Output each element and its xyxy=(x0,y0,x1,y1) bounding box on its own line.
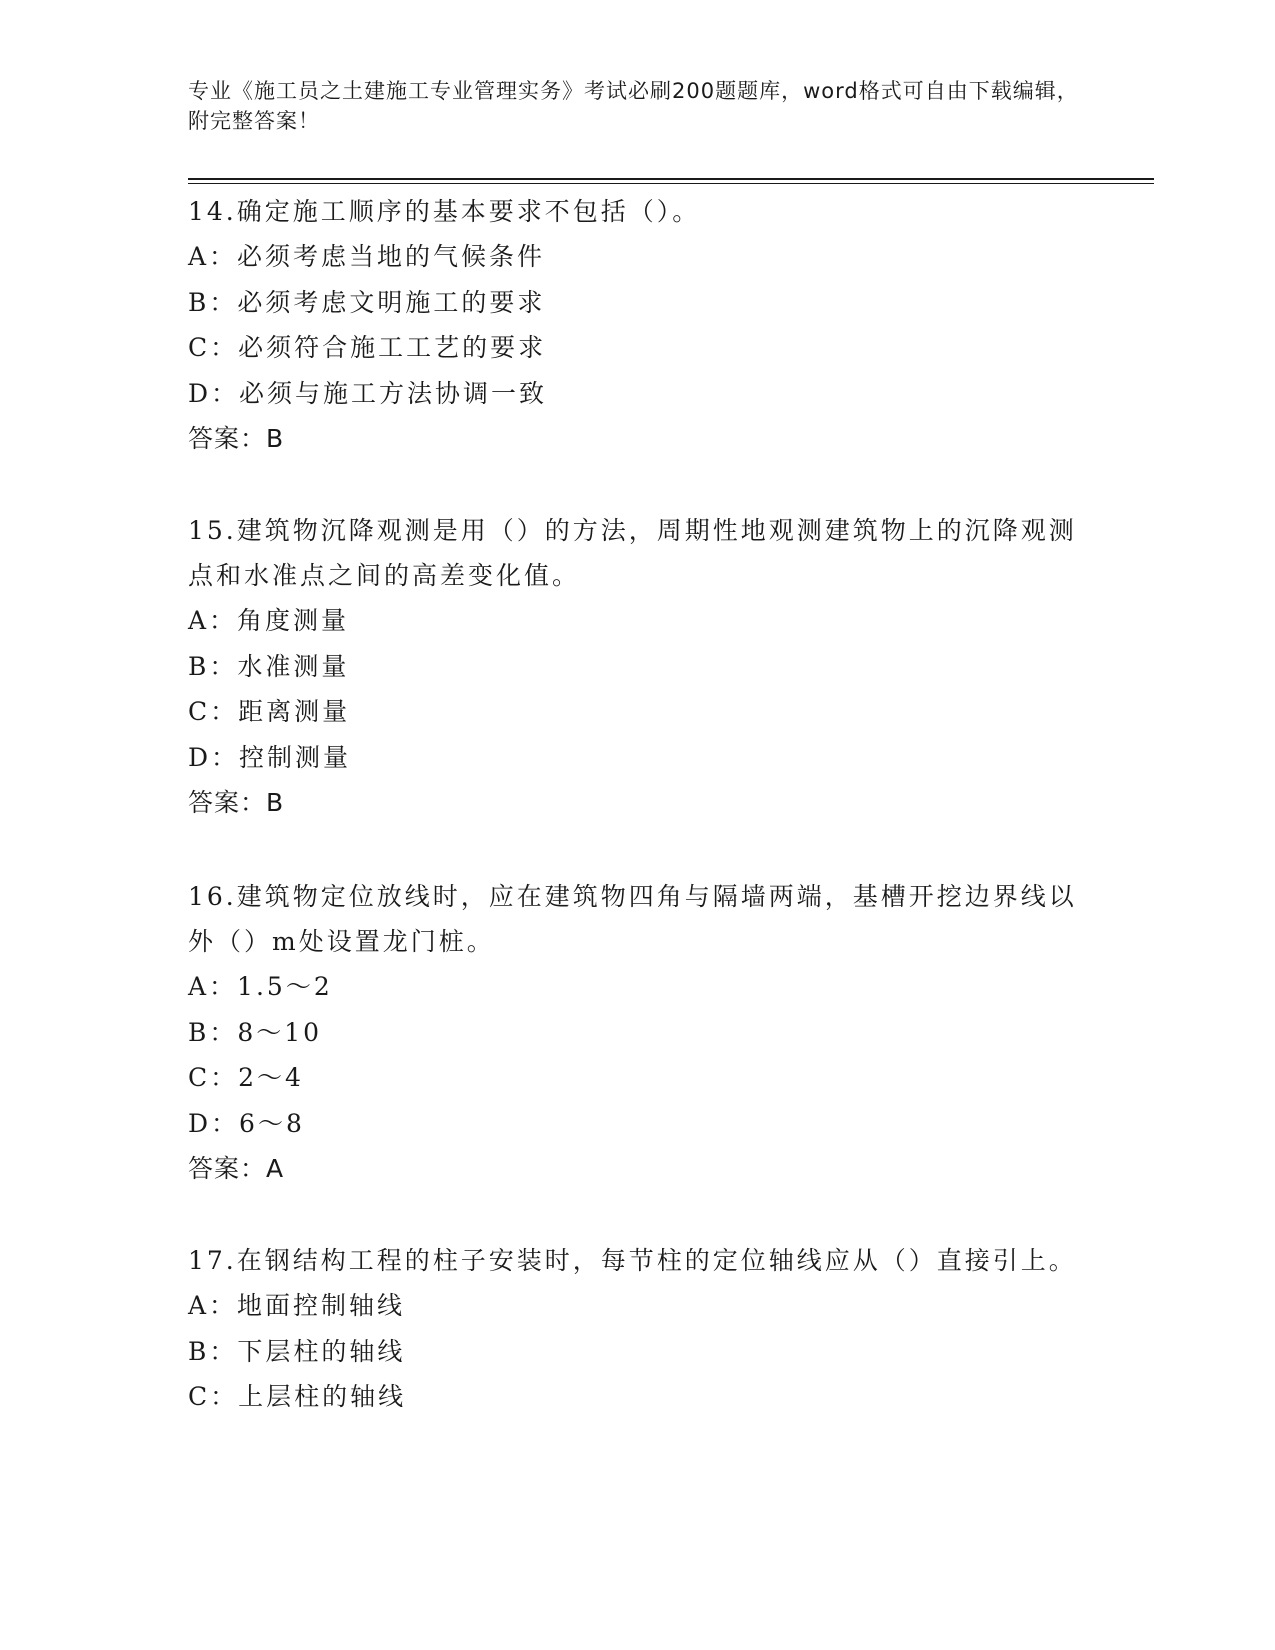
question-15 xyxy=(188,508,1088,826)
option-d: D：必须与施工方法协调一致 xyxy=(188,378,548,408)
option-d: D：控制测量 xyxy=(188,742,352,772)
option-d: D：6～8 xyxy=(188,1108,305,1138)
document-header: 专业《施工员之土建施工专业管理实务》考试必刷200题题库，word格式可自由下载编辑，附完整答案！ xyxy=(188,79,1079,133)
header-divider-thick xyxy=(188,178,1154,180)
header-divider-thin xyxy=(188,183,1154,184)
answer: 答案：A xyxy=(188,1154,285,1183)
question-stem: 14.确定施工顺序的基本要求不包括（）。 xyxy=(188,197,701,226)
answer: 答案：B xyxy=(188,788,285,817)
option-a: A：1.5～2 xyxy=(188,972,333,1001)
option-b: B：下层柱的轴线 xyxy=(188,1336,406,1366)
option-c: C：必须符合施工工艺的要求 xyxy=(188,333,547,362)
question-stem: 17.在钢结构工程的柱子安装时，每节柱的定位轴线应从（）直接引上。 xyxy=(188,1246,1077,1275)
option-b: B：8～10 xyxy=(188,1017,323,1047)
option-c: C：2～4 xyxy=(188,1063,304,1092)
question-16 xyxy=(188,874,1088,1192)
option-b: B：水准测量 xyxy=(188,651,350,681)
question-stem: 15.建筑物沉降观测是用（）的方法，周期性地观测建筑物上的沉降观测点和水准点之间的高差变化值。 xyxy=(188,516,1077,590)
answer: 答案：B xyxy=(188,424,285,453)
option-c: C：距离测量 xyxy=(188,697,351,726)
question-17 xyxy=(188,1238,1088,1420)
question-stem: 16.建筑物定位放线时，应在建筑物四角与隔墙两端，基槽开挖边界线以外（）m处设置龙门桩。 xyxy=(188,882,1077,956)
option-b: B：必须考虑文明施工的要求 xyxy=(188,287,546,317)
question-14 xyxy=(188,189,1088,462)
option-a: A：地面控制轴线 xyxy=(188,1291,406,1320)
option-c: C：上层柱的轴线 xyxy=(188,1382,407,1411)
option-a: A：角度测量 xyxy=(188,606,350,635)
option-a: A：必须考虑当地的气候条件 xyxy=(188,242,546,271)
